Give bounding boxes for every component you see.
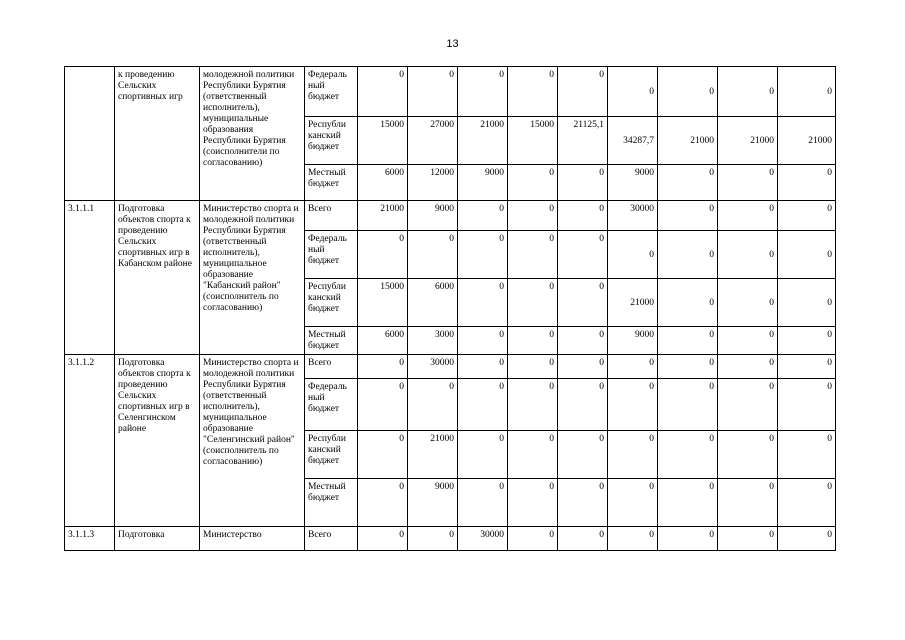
amount-cell: 0 <box>508 201 558 231</box>
item-executor: Министерство спорта и молодежной политики Республики Бурятия (ответственный исполнитель), муниципальное образование "Селенгинский район" (соисполнитель по согласованию) <box>200 355 305 527</box>
amount-cell: 0 <box>458 327 508 355</box>
amount-cell: 0 <box>508 165 558 201</box>
amount-cell: 0 <box>778 165 836 201</box>
amount-cell: 30000 <box>408 355 458 379</box>
amount-cell: 0 <box>558 231 608 279</box>
item-executor: Министерство спорта и молодежной политики Республики Бурятия (ответственный исполнитель), муниципальное образование "Кабанский район" (соисполнитель по согласованию) <box>200 201 305 355</box>
amount-cell: 0 <box>718 279 778 327</box>
amount-cell: 0 <box>458 67 508 117</box>
amount-cell: 0 <box>658 479 718 527</box>
funding-source: Республи канский бюджет <box>305 431 358 479</box>
amount-cell: 9000 <box>608 327 658 355</box>
amount-cell: 0 <box>778 479 836 527</box>
amount-cell: 0 <box>718 431 778 479</box>
amount-cell: 34287,7 <box>608 117 658 165</box>
amount-cell: 0 <box>508 231 558 279</box>
table-row <box>65 67 836 117</box>
amount-cell: 21000 <box>408 431 458 479</box>
amount-cell: 0 <box>508 431 558 479</box>
amount-cell: 21125,1 <box>558 117 608 165</box>
amount-cell: 0 <box>718 201 778 231</box>
amount-cell: 0 <box>658 379 718 431</box>
amount-cell: 9000 <box>608 165 658 201</box>
amount-cell: 0 <box>608 231 658 279</box>
amount-cell: 0 <box>458 379 508 431</box>
amount-cell: 0 <box>608 355 658 379</box>
item-name: Подготовка объектов спорта к проведению Сельских спортивных игр в Селенгинском районе <box>115 355 200 527</box>
amount-cell: 0 <box>718 527 778 551</box>
amount-cell: 0 <box>508 67 558 117</box>
amount-cell: 0 <box>358 231 408 279</box>
amount-cell: 0 <box>608 67 658 117</box>
amount-cell: 0 <box>658 327 718 355</box>
amount-cell: 0 <box>778 379 836 431</box>
amount-cell: 0 <box>658 201 718 231</box>
amount-cell: 0 <box>558 379 608 431</box>
amount-cell: 0 <box>408 379 458 431</box>
amount-cell: 0 <box>718 379 778 431</box>
amount-cell: 0 <box>558 431 608 479</box>
amount-cell: 0 <box>718 355 778 379</box>
amount-cell: 0 <box>358 479 408 527</box>
amount-cell: 0 <box>408 67 458 117</box>
amount-cell: 0 <box>608 479 658 527</box>
amount-cell: 0 <box>778 201 836 231</box>
funding-source: Всего <box>305 527 358 551</box>
item-code <box>65 67 115 201</box>
amount-cell: 21000 <box>658 117 718 165</box>
amount-cell: 0 <box>658 165 718 201</box>
amount-cell: 21000 <box>608 279 658 327</box>
amount-cell: 0 <box>778 327 836 355</box>
amount-cell: 0 <box>358 527 408 551</box>
funding-source: Всего <box>305 201 358 231</box>
amount-cell: 6000 <box>408 279 458 327</box>
amount-cell: 0 <box>358 379 408 431</box>
amount-cell: 0 <box>558 327 608 355</box>
amount-cell: 0 <box>658 231 718 279</box>
amount-cell: 21000 <box>718 117 778 165</box>
amount-cell: 0 <box>778 355 836 379</box>
amount-cell: 0 <box>558 165 608 201</box>
amount-cell: 0 <box>608 379 658 431</box>
amount-cell: 0 <box>558 355 608 379</box>
amount-cell: 15000 <box>508 117 558 165</box>
amount-cell: 21000 <box>778 117 836 165</box>
amount-cell: 0 <box>558 279 608 327</box>
amount-cell: 0 <box>558 479 608 527</box>
amount-cell: 0 <box>458 479 508 527</box>
amount-cell: 0 <box>358 431 408 479</box>
amount-cell: 9000 <box>408 201 458 231</box>
funding-source: Всего <box>305 355 358 379</box>
funding-source: Местный бюджет <box>305 479 358 527</box>
amount-cell: 0 <box>408 231 458 279</box>
item-code: 3.1.1.3 <box>65 527 115 551</box>
amount-cell: 30000 <box>608 201 658 231</box>
amount-cell: 9000 <box>458 165 508 201</box>
amount-cell: 0 <box>408 527 458 551</box>
amount-cell: 21000 <box>458 117 508 165</box>
amount-cell: 0 <box>458 431 508 479</box>
amount-cell: 0 <box>658 527 718 551</box>
amount-cell: 21000 <box>358 201 408 231</box>
amount-cell: 0 <box>558 527 608 551</box>
amount-cell: 0 <box>658 355 718 379</box>
amount-cell: 0 <box>718 67 778 117</box>
funding-source: Республи канский бюджет <box>305 117 358 165</box>
amount-cell: 0 <box>458 231 508 279</box>
item-name: Подготовка объектов спорта к проведению Сельских спортивных игр в Кабанском районе <box>115 201 200 355</box>
amount-cell: 0 <box>358 67 408 117</box>
amount-cell: 0 <box>718 165 778 201</box>
item-name: Подготовка <box>115 527 200 551</box>
table-row <box>65 355 836 379</box>
amount-cell: 0 <box>508 279 558 327</box>
amount-cell: 0 <box>658 279 718 327</box>
table-row <box>65 527 836 551</box>
amount-cell: 0 <box>508 479 558 527</box>
budget-table <box>64 66 836 551</box>
amount-cell: 0 <box>608 527 658 551</box>
page-number: 13 <box>446 38 459 50</box>
amount-cell: 9000 <box>408 479 458 527</box>
item-executor: молодежной политики Республики Бурятия (ответственный исполнитель), муниципальные образования Республики Бурятия (соисполнители по согласованию) <box>200 67 305 201</box>
item-executor: Министерство <box>200 527 305 551</box>
amount-cell: 0 <box>778 431 836 479</box>
amount-cell: 0 <box>458 279 508 327</box>
amount-cell: 0 <box>508 355 558 379</box>
funding-source: Местный бюджет <box>305 165 358 201</box>
amount-cell: 3000 <box>408 327 458 355</box>
amount-cell: 0 <box>508 527 558 551</box>
item-code: 3.1.1.1 <box>65 201 115 355</box>
amount-cell: 30000 <box>458 527 508 551</box>
funding-source: Республи канский бюджет <box>305 279 358 327</box>
amount-cell: 15000 <box>358 117 408 165</box>
amount-cell: 0 <box>658 67 718 117</box>
amount-cell: 0 <box>508 327 558 355</box>
amount-cell: 12000 <box>408 165 458 201</box>
amount-cell: 0 <box>778 527 836 551</box>
amount-cell: 0 <box>508 379 558 431</box>
amount-cell: 0 <box>558 201 608 231</box>
funding-source: Федераль ный бюджет <box>305 231 358 279</box>
item-name: к проведению Сельских спортивных игр <box>115 67 200 201</box>
funding-source: Федераль ный бюджет <box>305 379 358 431</box>
amount-cell: 0 <box>658 431 718 479</box>
amount-cell: 0 <box>358 355 408 379</box>
amount-cell: 6000 <box>358 165 408 201</box>
amount-cell: 6000 <box>358 327 408 355</box>
amount-cell: 0 <box>778 279 836 327</box>
amount-cell: 0 <box>558 67 608 117</box>
amount-cell: 15000 <box>358 279 408 327</box>
amount-cell: 0 <box>608 431 658 479</box>
item-code: 3.1.1.2 <box>65 355 115 527</box>
amount-cell: 27000 <box>408 117 458 165</box>
amount-cell: 0 <box>778 231 836 279</box>
amount-cell: 0 <box>458 355 508 379</box>
funding-source: Местный бюджет <box>305 327 358 355</box>
amount-cell: 0 <box>718 231 778 279</box>
funding-source: Федераль ный бюджет <box>305 67 358 117</box>
table-row <box>65 201 836 231</box>
amount-cell: 0 <box>718 327 778 355</box>
amount-cell: 0 <box>718 479 778 527</box>
amount-cell: 0 <box>778 67 836 117</box>
amount-cell: 0 <box>458 201 508 231</box>
